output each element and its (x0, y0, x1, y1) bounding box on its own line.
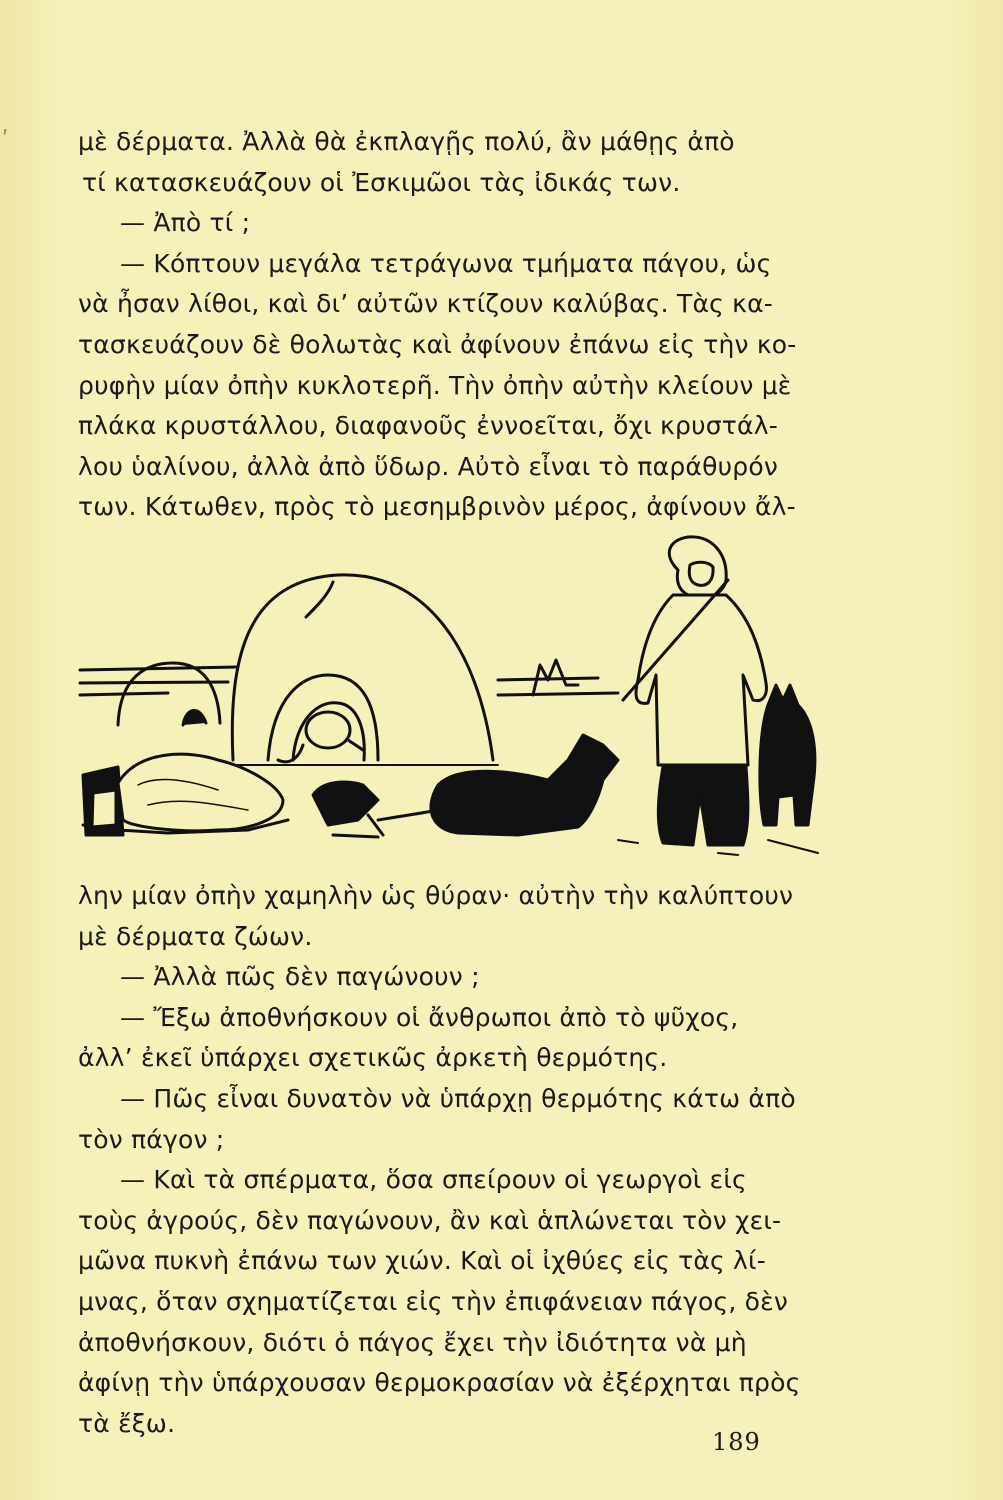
text-line: — Κόπτουν μεγάλα τετράγωνα τμήματα πάγου, ὡς (120, 248, 772, 278)
text-line: νὰ ἦσαν λίθοι, καὶ δι’ αὐτῶν κτίζουν καλύβας. Τὰς κα- (78, 289, 773, 319)
text-line: λην μίαν ὀπὴν χαμηλὴν ὡς θύραν· αὐτὴν τὴν καλύπτουν (78, 881, 794, 910)
margin-mark: ʹ (2, 128, 9, 153)
lying-dog (431, 735, 618, 835)
text-line: των. Κάτωθεν, πρὸς τὸ μεσημβρινὸν μέρος, ἀφίνουν ἄλ- (78, 492, 796, 522)
text-line: μῶνα πυκνὴ ἐπάνω των χιών. Καὶ οἱ ἰχθύες εἰς τὰς λί- (78, 1246, 766, 1276)
text-line: μνας, ὅταν σχηματίζεται εἰς τὴν ἐπιφάνειαν πάγος, δὲν (78, 1286, 789, 1316)
text-line: τί κατασκευάζουν οἱ Ἐσκιμῶοι τὰς ἰδικάς των. (82, 167, 681, 197)
standing-dog (760, 685, 815, 825)
text-block-bottom (78, 876, 826, 1444)
text-line: ἀλλ’ ἐκεῖ ὑπάρχει σχετικῶς ἀρκετὴ θερμότης. (78, 1043, 668, 1073)
text-line: ἀποθνήσκουν, διότι ὁ πάγος ἔχει τὴν ἰδιότητα νὰ μὴ (78, 1327, 747, 1357)
text-line: τὰ ἔξω. (78, 1408, 176, 1438)
text-line: μὲ δέρματα. Ἀλλὰ θὰ ἐκπλαγῇς πολύ, ἂν μάθῃς ἀπὸ (78, 127, 735, 156)
page-number: 189 (712, 1428, 761, 1456)
text-line: — Ἀλλὰ πῶς δὲν παγώνουν ; (120, 962, 480, 992)
text-line: λου ὑαλίνου, ἀλλὰ ἀπὸ ὕδωρ. Αὐτὸ εἶναι τὸ παράθυρόν (78, 451, 778, 481)
text-line: τοὺς ἀγρούς, δὲν παγώνουν, ἂν καὶ ἁπλώνεται τὸν χει- (78, 1205, 782, 1235)
text-line: τὸν πάγον ; (78, 1124, 225, 1154)
eskimo-coat (636, 595, 766, 765)
text-block-top (78, 122, 826, 528)
eskimo-pants (658, 767, 747, 845)
text-line: — Καὶ τὰ σπέρματα, ὅσα σπείρουν οἱ γεωργοὶ εἰς (120, 1165, 747, 1195)
text-line: — Ἀπὸ τί ; (120, 208, 251, 238)
igloo-illustration (78, 535, 830, 865)
small-sled (313, 782, 378, 825)
text-line: τασκευάζουν δὲ θολωτὰς καὶ ἀφίνουν ἐπάνω εἰς τὴν κο- (78, 329, 797, 359)
crawling-person (306, 712, 350, 748)
text-line: — Ἔξω ἀποθνήσκουν οἱ ἄνθρωποι ἀπὸ τὸ ψῦχος, (120, 1002, 739, 1032)
text-line: — Πῶς εἶναι δυνατὸν νὰ ὑπάρχῃ θερμότης κάτω ἀπὸ (120, 1083, 796, 1113)
text-line: ἀφίνῃ τὴν ὑπάρχουσαν θερμοκρασίαν νὰ ἐξέρχηται πρὸς (78, 1368, 801, 1398)
text-line: μὲ δέρματα ζώων. (78, 921, 313, 951)
text-line: πλάκα κρυστάλλου, διαφανοῦς ἐννοεῖται, ὄχι κρυστάλ- (78, 411, 778, 441)
text-line: ρυφὴν μίαν ὀπὴν κυκλοτερῆ. Τὴν ὀπὴν αὐτὴν κλείουν μὲ (78, 370, 792, 400)
